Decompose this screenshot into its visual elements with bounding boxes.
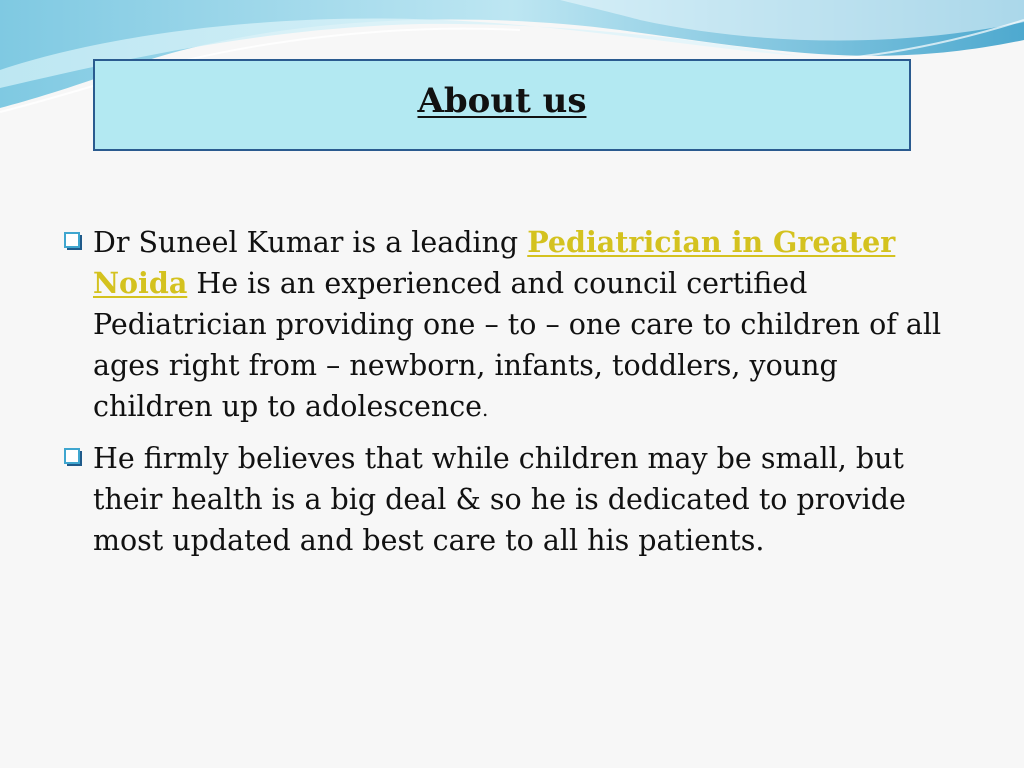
bullet-1-text-before: Dr Suneel Kumar is a leading <box>93 226 528 259</box>
bullet-1-text-after: He is an experienced and council certified Pediatrician providing one – to – one care to children of all ages right from – newborn, infants, toddlers, young children up to adolescence <box>93 267 942 423</box>
title-box <box>93 59 911 151</box>
hollow-square-bullet-icon <box>64 232 83 251</box>
pediatrician-link[interactable]: Pediatrician in Greater Noida <box>93 225 896 300</box>
bullet-item-1 <box>62 222 962 430</box>
hollow-square-bullet-icon <box>64 448 83 467</box>
bullet-list <box>62 222 962 569</box>
page-title: About us <box>417 81 587 121</box>
bullet-item-2 <box>62 438 962 561</box>
bullet-1-end-mark: . <box>482 397 489 421</box>
bullet-2-text: He firmly believes that while children may be small, but their health is a big deal & so he is dedicated to provide most updated and best care to all his patients. <box>93 442 906 557</box>
